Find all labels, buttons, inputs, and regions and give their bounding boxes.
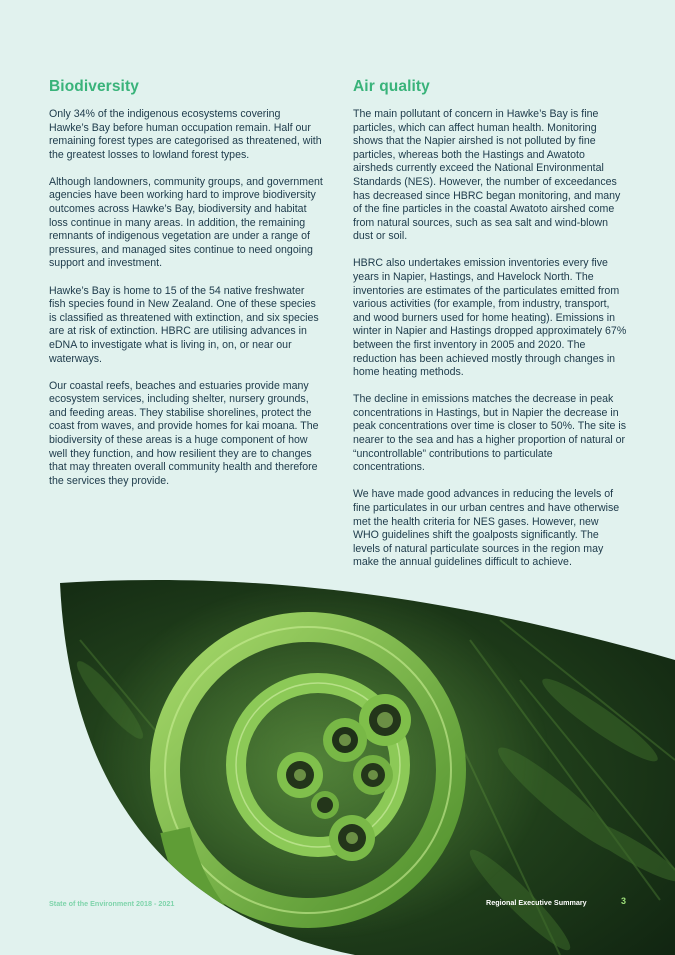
- biodiversity-heading: Biodiversity: [49, 78, 139, 95]
- biodiversity-paragraph: Hawke’s Bay is home to 15 of the 54 native freshwater fish species found in New Zealand. One of these species is classified as threatened with extinction, and six species are at risk of extinction. HBRC are utilising advances in eDNA to investigate what is living in, on, or near our waterways.: [49, 284, 319, 365]
- page-number: 3: [621, 896, 627, 906]
- footer-section-title: Regional Executive Summary: [486, 898, 587, 907]
- footer-report-title: State of the Environment 2018 - 2021: [49, 899, 175, 908]
- biodiversity-paragraph: Only 34% of the indigenous ecosystems covering Hawke’s Bay before human occupation remain. Half our remaining forest types are categorised as threatened, with the greatest losses to lowland forest types.: [49, 108, 322, 161]
- air-quality-paragraph: HBRC also undertakes emission inventories every five years in Napier, Hastings, and Havelock North. The inventories are estimates of the particulates emitted from various activities (for example, from industry, transport, and wood burners used for home heating). Emissions in winter in Napier and Hastings dropped approximately 67% between the first inventory in 2005 and 2020. The reduction has been achieved mostly through changes in home heating methods.: [353, 257, 627, 379]
- air-quality-paragraph: The main pollutant of concern in Hawke’s Bay is fine particles, which can affect human health. Monitoring shows that the Napier airshed is not polluted by fine particles, whereas both the Hastings and Awatoto airsheds currently exceed the National Environmental Standards (NES). However, the number of exceedances has decreased since HBRC began monitoring, and many of the fine particles in the coastal Awatoto airshed come from natural sources, such as sea salt and wind-blown dust or soil.: [353, 108, 621, 243]
- air-quality-paragraph: We have made good advances in reducing the levels of fine particulates in our urban centres and have otherwise met the health criteria for NES gases. However, new WHO guidelines shift the goalposts significantly. The levels of natural particulate sources in the region may make the annual guidelines difficult to achieve.: [353, 488, 620, 569]
- air-quality-heading: Air quality: [353, 78, 430, 95]
- biodiversity-paragraph: Our coastal reefs, beaches and estuaries provide many ecosystem services, including shelter, nursery grounds, and feeding areas. They stabilise shorelines, protect the coast from waves, and provide homes for kai moana. The biodiversity of these areas is a huge component of how well they function, and how resilient they are to changes that may threaten overall community health and therefore the services they provide.: [49, 379, 319, 487]
- biodiversity-paragraph: Although landowners, community groups, and government agencies have been working hard to improve biodiversity outcomes across Hawke’s Bay, biodiversity and habitat loss continue in many areas. In addition, the remaining remnants of indigenous vegetation are under a range of pressures, and managed sites continue to need ongoing support and investment.: [49, 175, 323, 270]
- air-quality-paragraph: The decline in emissions matches the decrease in peak concentrations in Hastings, but in Napier the decrease in peak concentrations over time is closer to 50%. The site is nearer to the sea and has a higher proportion of natural or “uncontrollable” contributions to particulate concentrations.: [353, 393, 627, 474]
